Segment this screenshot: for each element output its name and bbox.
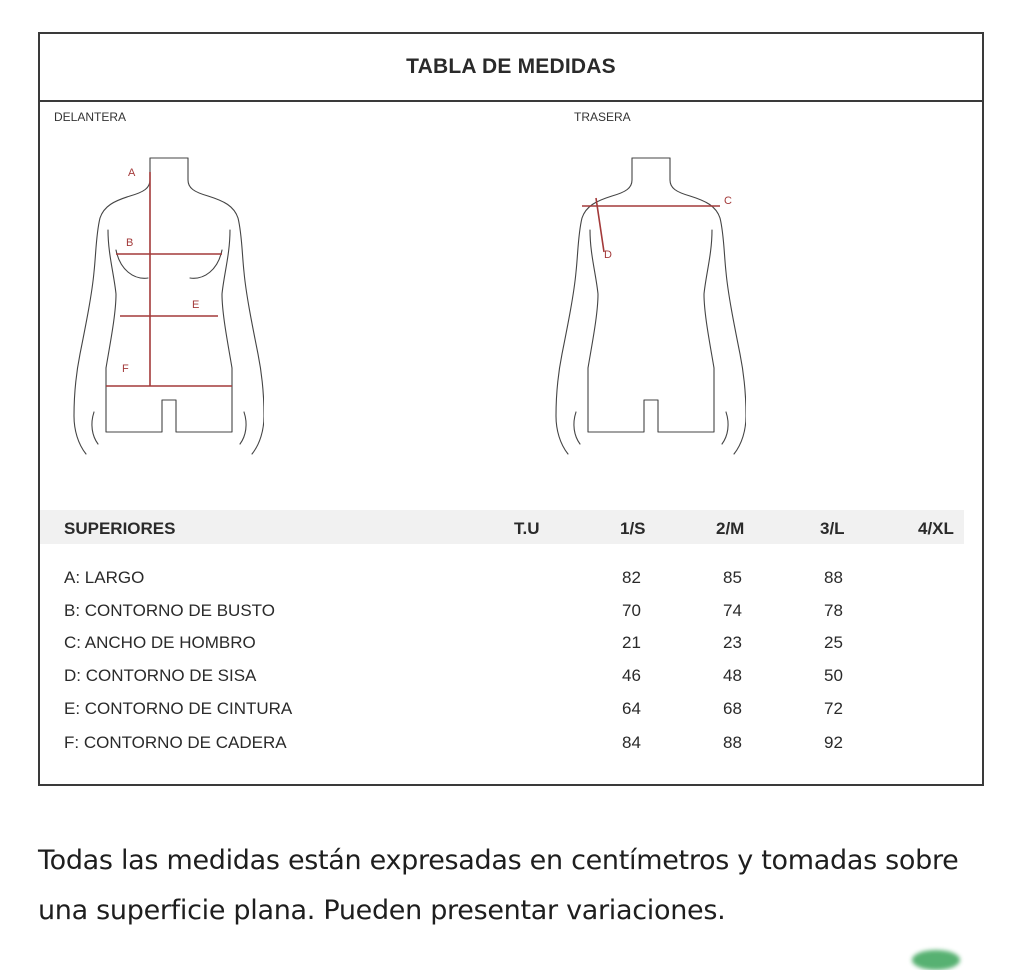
cell-m: 88	[723, 733, 742, 752]
back-body-figure	[546, 154, 746, 474]
table-header-row	[40, 510, 964, 544]
column-header-l: 3/L	[820, 519, 845, 538]
cell-s: 46	[622, 666, 641, 685]
size-chart-card	[38, 32, 984, 786]
table-row	[40, 568, 982, 600]
size-chart-header	[40, 34, 982, 102]
front-marker-f: F	[122, 363, 129, 375]
size-chart-title: TABLA DE MEDIDAS	[406, 55, 616, 78]
front-view-label: DELANTERA	[54, 110, 127, 124]
front-marker-b: B	[126, 237, 134, 249]
back-marker-d: D	[604, 249, 612, 261]
floating-chat-button[interactable]	[912, 950, 960, 970]
table-row	[40, 666, 982, 698]
table-row	[40, 633, 982, 665]
row-label: D: CONTORNO DE SISA	[64, 666, 257, 685]
row-label: E: CONTORNO DE CINTURA	[64, 699, 293, 718]
cell-s: 82	[622, 568, 641, 587]
back-view-label: TRASERA	[574, 110, 631, 124]
row-label: B: CONTORNO DE BUSTO	[64, 601, 275, 620]
row-label: F: CONTORNO DE CADERA	[64, 733, 287, 752]
cell-s: 64	[622, 699, 641, 718]
cell-l: 92	[824, 733, 843, 752]
column-header-superiores: SUPERIORES	[64, 519, 176, 538]
front-body-figure	[64, 154, 264, 474]
cell-s: 21	[622, 633, 641, 652]
table-row	[40, 733, 982, 765]
table-row	[40, 699, 982, 731]
row-label: C: ANCHO DE HOMBRO	[64, 633, 256, 652]
cell-m: 68	[723, 699, 742, 718]
row-label: A: LARGO	[64, 568, 145, 587]
front-marker-a: A	[128, 167, 136, 179]
column-header-m: 2/M	[716, 519, 745, 538]
cell-l: 88	[824, 568, 843, 587]
front-marker-e: E	[192, 299, 200, 311]
cell-m: 23	[723, 633, 742, 652]
cell-l: 50	[824, 666, 843, 685]
column-header-tu: T.U	[514, 519, 540, 538]
cell-l: 25	[824, 633, 843, 652]
column-header-xl: 4/XL	[918, 519, 954, 538]
column-header-s: 1/S	[620, 519, 646, 538]
back-marker-c: C	[724, 195, 732, 207]
cell-s: 70	[622, 601, 641, 620]
cell-m: 74	[723, 601, 742, 620]
cell-l: 78	[824, 601, 843, 620]
table-row	[40, 601, 982, 633]
cell-m: 85	[723, 568, 742, 587]
cell-l: 72	[824, 699, 843, 718]
measurement-note: Todas las medidas están expresadas en centímetros y tomadas sobre una superficie plana. Pueden presentar variaciones.	[38, 845, 959, 926]
cell-s: 84	[622, 733, 641, 752]
cell-m: 48	[723, 666, 742, 685]
